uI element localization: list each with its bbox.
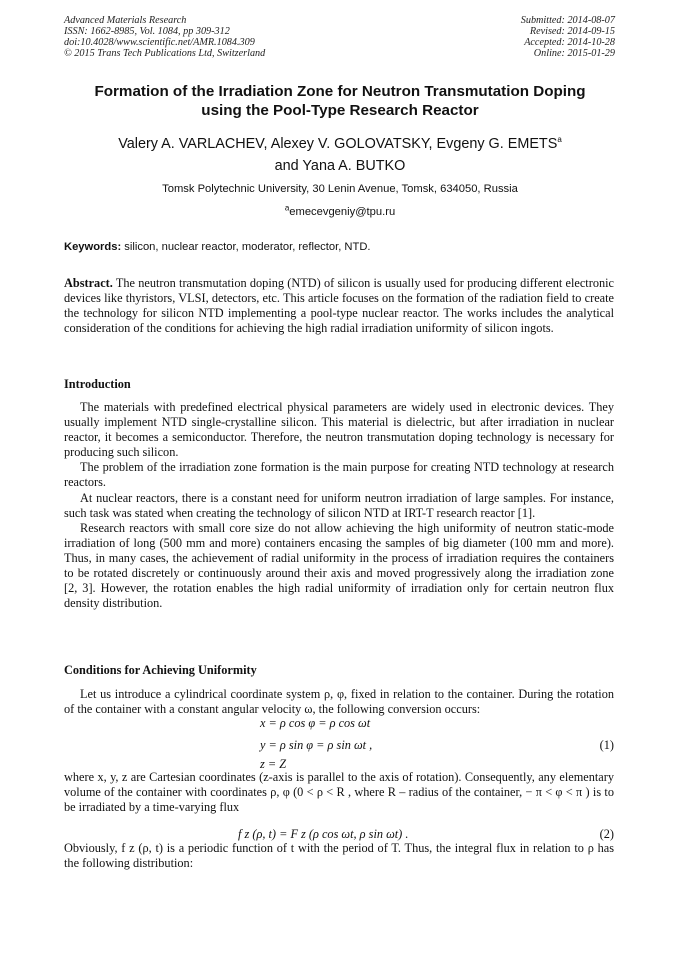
paragraph-after-eq1	[64, 770, 614, 815]
keywords-text: silicon, nuclear reactor, moderator, reflector, NTD.	[121, 241, 371, 253]
keywords-label: Keywords:	[64, 241, 122, 253]
journal-name: Advanced Materials Research	[64, 15, 187, 26]
doi-line: doi:10.4028/www.scientific.net/AMR.1084.309	[64, 37, 255, 48]
keywords	[64, 240, 616, 254]
online-date: Online: 2015-01-29	[533, 48, 615, 59]
authors-line-1	[60, 133, 620, 155]
section-heading-introduction: Introduction	[64, 377, 131, 391]
affiliation: Tomsk Polytechnic University, 30 Lenin Avenue, Tomsk, 634050, Russia	[162, 183, 518, 195]
title-line-2: using the Pool-Type Research Reactor	[201, 102, 479, 119]
authors-line-2: and Yana A. BUTKO	[274, 158, 406, 174]
intro-paragraph: The materials with predefined electrical physical parameters are widely used in electronic devices. They usually implement NTD single-crystalline silicon. This material is dielectric, but after irradiation in nuclear reactor, it becomes a semiconductor. Therefore, the neutron transmutation doping technology is necessary for producing such silicon.	[64, 400, 614, 460]
equation-2: f z (ρ, t) = F z (ρ cos ωt, ρ sin ωt) .	[238, 827, 409, 841]
submission-dates	[521, 15, 615, 59]
after-eq1-text: where x, y, z are Cartesian coordinates (z-axis is parallel to the axis of rotation). Consequently, any elementary volume of the container with coordinates ρ, φ (0 < ρ < R , where R – radius of the container, − π < φ < π ) is to be irradiated by a time-varying flux	[64, 770, 614, 815]
paragraph-after-eq2	[64, 841, 614, 871]
equation-1-line-3: z = Z	[260, 757, 287, 771]
author-affiliation-mark: a	[557, 135, 562, 145]
intro-paragraph: The problem of the irradiation zone formation is the main purpose for creating NTD technology at research reactors.	[64, 460, 614, 490]
copyright-line: © 2015 Trans Tech Publications Ltd, Switzerland	[64, 48, 266, 59]
author-list	[60, 133, 620, 177]
abstract	[64, 276, 614, 336]
equation-1-line-2: y = ρ sin φ = ρ sin ωt ,	[260, 738, 373, 752]
after-eq2-text: Obviously, f z (ρ, t) is a periodic function of t with the period of T. Thus, the integral flux in relation to ρ has the following distribution:	[64, 841, 614, 871]
author-email	[60, 205, 620, 219]
equation-2-number: (2)	[599, 827, 614, 841]
email-mark: a	[284, 203, 290, 213]
authors-names-1: Valery A. VARLACHEV, Alexey V. GOLOVATSKY, Evgeny G. EMETS	[118, 136, 558, 152]
intro-paragraph: Research reactors with small core size do not allow achieving the high uniformity of neutron static-mode irradiation of long (500 mm and more) containers encasing the samples of big diameter (100 mm and more). Thus, in many cases, the achievement of radial uniformity in the process of irradiation requires the containers to be rotated discretely or continuously around their axis and moved progressively along the irradiation zone [2, 3]. However, the rotation enables the high radial uniformity of irradiation only for certain neutron flux density distribution.	[64, 520, 614, 611]
accepted-date: Accepted: 2014-10-28	[524, 37, 615, 48]
introduction-body	[64, 400, 614, 611]
abstract-text: The neutron transmutation doping (NTD) of silicon is usually used for producing different electronic devices like thyristors, VLSI, detectors, etc. This article focuses on the formation of the radiation field to create the technology for silicon NTD implementing a pool-type nuclear reactor. The works includes the analytical consideration of the conditions for achieving the high radial irradiation uniformity of silicon ingots.	[64, 276, 614, 336]
intro-paragraph: At nuclear reactors, there is a constant need for uniform neutron irradiation of large samples. For instance, such task was stated when creating the technology of silicon NTD at IRT-T research reactor [1].	[64, 490, 614, 520]
issn-line: ISSN: 1662-8985, Vol. 1084, pp 309-312	[64, 26, 230, 37]
revised-date: Revised: 2014-09-15	[529, 26, 615, 37]
abstract-label: Abstract.	[64, 276, 113, 290]
email-address: emecevgeniy@tpu.ru	[289, 206, 396, 218]
paper-title	[60, 82, 620, 120]
submitted-date: Submitted: 2014-08-07	[520, 15, 615, 26]
conditions-paragraph	[64, 687, 614, 717]
section-heading-conditions: Conditions for Achieving Uniformity	[64, 663, 257, 677]
journal-info	[64, 15, 265, 59]
conditions-text: Let us introduce a cylindrical coordinate system ρ, φ, fixed in relation to the container. During the rotation of the container with a constant angular velocity ω, the following conversion occurs:	[64, 687, 614, 717]
equation-1-number: (1)	[599, 738, 614, 752]
equation-1-line-1: x = ρ cos φ = ρ cos ωt	[260, 716, 371, 730]
title-line-1: Formation of the Irradiation Zone for Neutron Transmutation Doping	[94, 83, 586, 100]
